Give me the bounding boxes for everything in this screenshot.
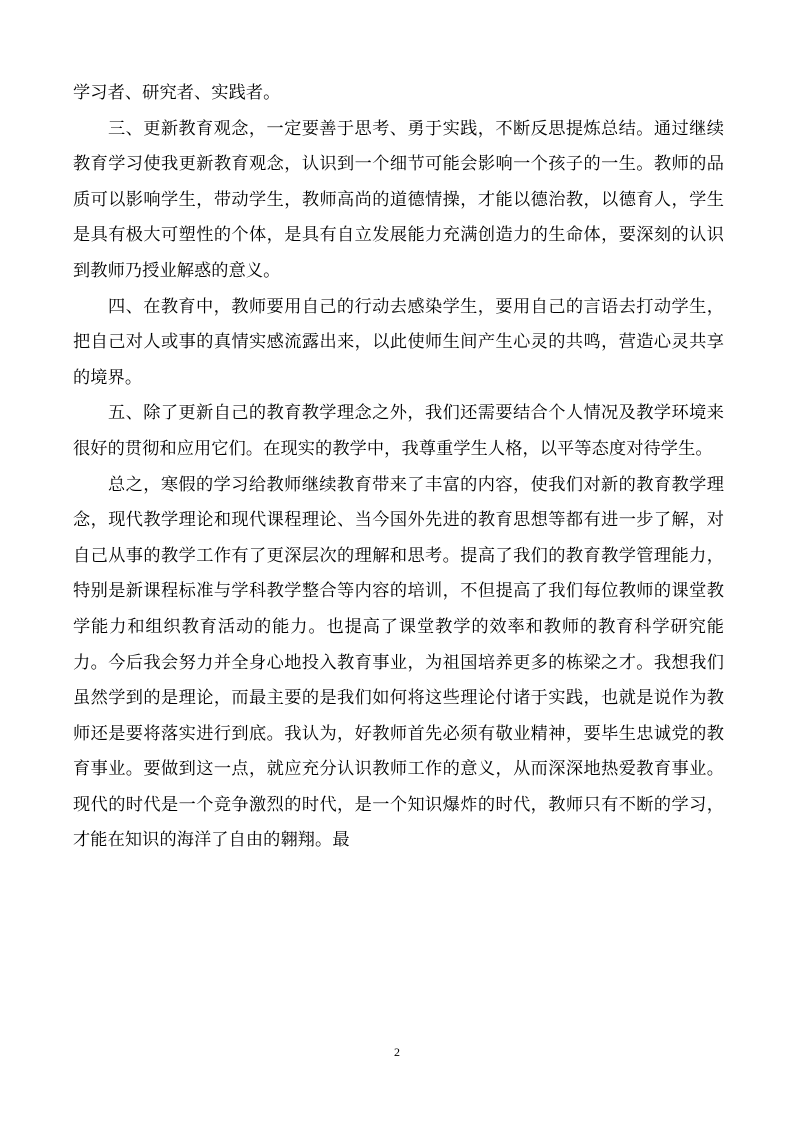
- page-number: 2: [394, 1045, 400, 1059]
- paragraph-4: 五、除了更新自己的教育教学理念之外，我们还需要结合个人情况及教学环境来很好的贯彻和应用它们。在现实的教学中，我尊重学生人格，以平等态度对待学生。: [73, 403, 724, 459]
- document-body: [73, 76, 724, 859]
- paragraph-5: 总之，寒假的学习给教师继续教育带来了丰富的内容，使我们对新的教育教学理念，现代教学理论和现代课程理论、当今国外先进的教育思想等都有进一步了解，对自己从事的教学工作有了更深层次的理解和思考。提高了我们的教育教学管理能力，特别是新课程标准与学科教学整合等内容的培训，不但提高了我们每位教师的课堂教学能力和组织教育活动的能力。也提高了课堂教学的效率和教师的教育科学研究能力。今后我会努力并全身心地投入教育事业，为祖国培养更多的栋梁之才。我想我们虽然学到的是理论，而最主要的是我们如何将这些理论付诸于实践，也就是说作为教师还是要将落实进行到底。我认为，好教师首先必须有敬业精神，要毕生忠诚党的教育事业。要做到这一点，就应充分认识教师工作的意义，从而深深地热爱教育事业。现代的时代是一个竞争激烈的时代，是一个知识爆炸的时代，教师只有不断的学习，才能在知识的海洋了自由的翱翔。最: [73, 474, 724, 851]
- paragraph-2: 三、更新教育观念，一定要善于思考、勇于实践，不断反思提炼总结。通过继续教育学习使我更新教育观念，认识到一个细节可能会影响一个孩子的一生。教师的品质可以影响学生，带动学生，教师高尚的道德情操，才能以德治教，以德育人，学生是具有极大可塑性的个体，是具有自立发展能力充满创造力的生命体，要深刻的认识到教师乃授业解惑的意义。: [73, 118, 724, 281]
- paragraph-3: 四、在教育中，教师要用自己的行动去感染学生，要用自己的言语去打动学生，把自己对人或事的真情实感流露出来，以此使师生间产生心灵的共鸣，营造心灵共享的境界。: [73, 296, 724, 388]
- paragraph-1: 学习者、研究者、实践者。: [73, 83, 281, 103]
